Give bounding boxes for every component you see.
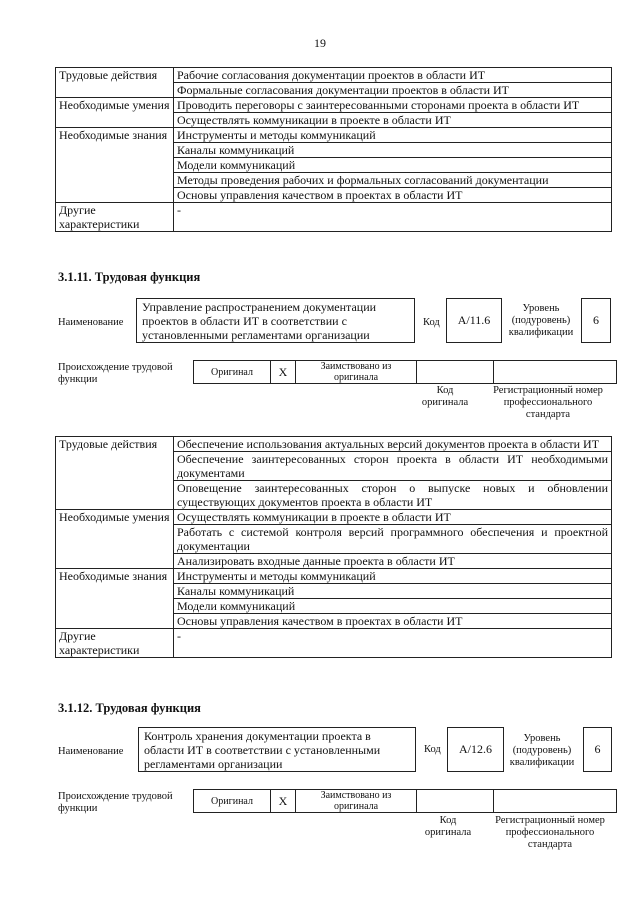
row-label: Трудовые действия xyxy=(56,437,174,510)
original-label: Оригинал xyxy=(194,361,271,384)
table-cell: - xyxy=(174,629,612,658)
table-cell: Каналы коммуникаций xyxy=(174,584,612,599)
origin-label: Происхождение трудовой функции xyxy=(58,791,173,814)
function-name: Управление распространением документации проектов в области ИТ в соответствии с установленными регламентами организации xyxy=(136,298,415,343)
skills-table-prev xyxy=(55,67,612,232)
table-cell: Оповещение заинтересованных сторон о выпуске новых и обновлении существующих документов проекта в области ИТ xyxy=(174,481,612,510)
origin-table xyxy=(193,360,617,384)
reg-num-cell xyxy=(494,790,617,813)
table-cell: Методы проведения рабочих и формальных согласований документации xyxy=(174,173,612,188)
code-orig-cell xyxy=(417,790,494,813)
table-cell: Модели коммуникаций xyxy=(174,158,612,173)
table-cell: - xyxy=(174,203,612,232)
function-name: Контроль хранения документации проекта в области ИТ в соответствии с установленными регламентами организации xyxy=(138,727,416,772)
origin-label: Происхождение трудовой функции xyxy=(58,362,173,385)
table-cell: Работать с системой контроля версий программного обеспечения и проектной документации xyxy=(174,525,612,554)
reg-label: Регистрационный номер профессионального стандарта xyxy=(495,815,605,850)
code-orig-cell xyxy=(417,361,494,384)
table-cell: Инструменты и методы коммуникаций xyxy=(174,569,612,584)
table-cell: Формальные согласования документации проектов в области ИТ xyxy=(174,83,612,98)
row-label: Необходимые знания xyxy=(56,128,174,203)
level-value: 6 xyxy=(581,298,611,343)
table-cell: Обеспечение использования актуальных версий документов проекта в области ИТ xyxy=(174,437,612,452)
function-code: A/12.6 xyxy=(447,727,504,772)
level-label: Уровень (подуровень) квалификации xyxy=(508,303,574,338)
borrowed-label: Заимствовано из оригинала xyxy=(296,790,417,813)
section-heading: 3.1.11. Трудовая функция xyxy=(58,270,201,284)
row-label: Необходимые умения xyxy=(56,510,174,569)
original-label: Оригинал xyxy=(194,790,271,813)
original-mark: X xyxy=(271,790,296,813)
name-label: Наименование xyxy=(58,317,124,328)
code-label: Код xyxy=(423,317,440,328)
table-cell: Осуществлять коммуникации в проекте в области ИТ xyxy=(174,113,612,128)
borrowed-label: Заимствовано из оригинала xyxy=(296,361,417,384)
level-label: Уровень (подуровень) квалификации xyxy=(509,733,575,768)
name-label: Наименование xyxy=(58,746,124,757)
table-cell: Рабочие согласования документации проектов в области ИТ xyxy=(174,68,612,83)
code-orig-label: Код оригинала xyxy=(421,385,469,408)
row-label: Другие характеристики xyxy=(56,629,174,658)
original-mark: X xyxy=(271,361,296,384)
table-cell: Инструменты и методы коммуникаций xyxy=(174,128,612,143)
section-heading: 3.1.12. Трудовая функция xyxy=(58,701,201,715)
code-orig-label: Код оригинала xyxy=(424,815,472,838)
row-label: Необходимые умения xyxy=(56,98,174,128)
reg-label: Регистрационный номер профессионального стандарта xyxy=(493,385,603,420)
row-label: Необходимые знания xyxy=(56,569,174,629)
row-label: Другие характеристики xyxy=(56,203,174,232)
row-label: Трудовые действия xyxy=(56,68,174,98)
table-cell: Каналы коммуникаций xyxy=(174,143,612,158)
level-value: 6 xyxy=(583,727,612,772)
table-cell: Анализировать входные данные проекта в области ИТ xyxy=(174,554,612,569)
table-cell: Основы управления качеством в проектах в области ИТ xyxy=(174,188,612,203)
origin-table xyxy=(193,789,617,813)
table-cell: Проводить переговоры с заинтересованными сторонами проекта в области ИТ xyxy=(174,98,612,113)
reg-num-cell xyxy=(494,361,617,384)
table-cell: Основы управления качеством в проектах в области ИТ xyxy=(174,614,612,629)
code-label: Код xyxy=(424,744,441,755)
table-cell: Обеспечение заинтересованных сторон проекта в области ИТ необходимыми документами xyxy=(174,452,612,481)
table-cell: Модели коммуникаций xyxy=(174,599,612,614)
page-number: 19 xyxy=(314,36,326,50)
table-cell: Осуществлять коммуникации в проекте в области ИТ xyxy=(174,510,612,525)
skills-table-1 xyxy=(55,436,612,658)
function-code: A/11.6 xyxy=(446,298,502,343)
